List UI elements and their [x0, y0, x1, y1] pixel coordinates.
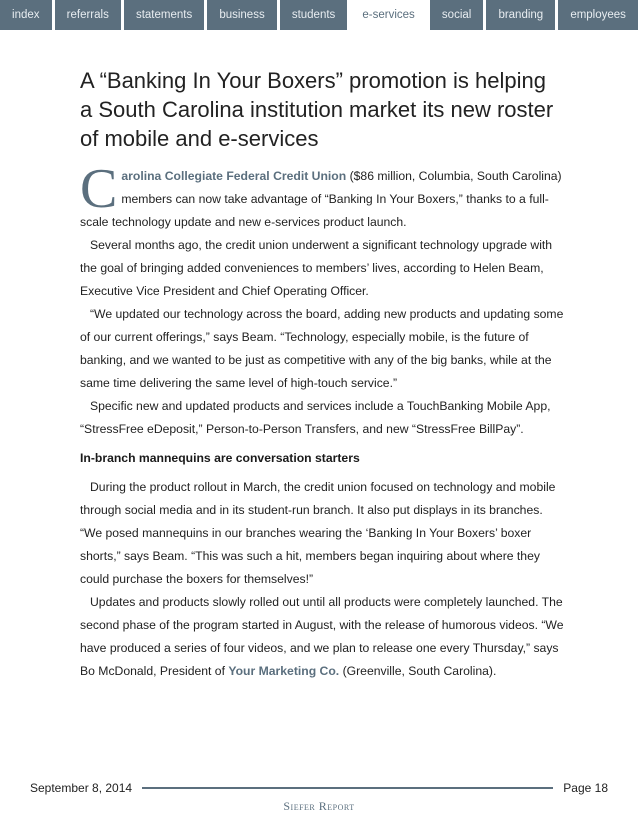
page-footer	[30, 779, 608, 797]
tab-index[interactable]: index	[0, 0, 52, 30]
tab-business[interactable]: business	[207, 0, 277, 30]
paragraph-6	[80, 591, 564, 683]
paragraph-2: Several months ago, the credit union underwent a significant technology upgrade with the goal of bringing added conveniences to members’ lives, according to Helen Beam, Executive Vice President and Chief Operating Officer.	[80, 238, 553, 298]
article-title: A “Banking In Your Boxers” promotion is helping a South Carolina institution market its new roster of mobile and e-services	[80, 68, 554, 151]
drop-cap: C	[80, 158, 118, 220]
report-name: Siefer Report	[283, 799, 355, 813]
tab-referrals[interactable]: referrals	[55, 0, 121, 30]
section-subhead: In-branch mannequins are conversation starters	[80, 451, 360, 465]
tab-social[interactable]: social	[430, 0, 484, 30]
tab-students[interactable]: students	[280, 0, 348, 30]
page-number: Page 18	[563, 781, 608, 795]
tab-branding[interactable]: branding	[486, 0, 555, 30]
article	[80, 66, 564, 683]
paragraph-6-end: (Greenville, South Carolina).	[339, 664, 497, 678]
paragraph-5: During the product rollout in March, the credit union focused on technology and mobile through social media and in its student-run branch. It also put displays in its branches. “We posed mannequins in our branches wearing the ‘Banking In Your Boxers’ boxer shorts,” says Beam. “This was such a hit, members began inquiring about where they could purchase the boxers for themselves!”	[80, 480, 556, 586]
footer-date: September 8, 2014	[30, 781, 133, 795]
paragraph-4: Specific new and updated products and services include a TouchBanking Mobile App, “StressFree eDeposit,” Person-to-Person Transfers, and new “StressFree BillPay”.	[80, 399, 551, 436]
paragraph-1	[80, 158, 564, 234]
tab-statements[interactable]: statements	[124, 0, 204, 30]
company-name: Your Marketing Co.	[228, 664, 340, 678]
footer-rule	[142, 787, 553, 789]
section-tabs	[0, 0, 638, 30]
tab-e-services[interactable]: e-services	[350, 0, 427, 30]
paragraph-6-text: Updates and products slowly rolled out until all products were completely launched. The second phase of the program started in August, with the release of humorous videos. “We have produced a series of four videos, and we plan to release one every Thursday,” says Bo McDonald, President of	[80, 595, 564, 678]
tab-employees[interactable]: employees	[558, 0, 638, 30]
paragraph-3: “We updated our technology across the board, adding new products and updating some of our current offerings,” says Beam. “Technology, especially mobile, is the future of banking, and we wanted to be just as competitive with any of the big banks, while at the same time delivering the same level of high-touch service.”	[80, 307, 564, 390]
paragraph-1-text: ($86 million, Columbia, South Carolina) members can now take advantage of “Banking In Your Boxers,” thanks to a full-scale technology update and new e-services product launch.	[80, 169, 562, 229]
org-name: arolina Collegiate Federal Credit Union	[121, 169, 347, 183]
